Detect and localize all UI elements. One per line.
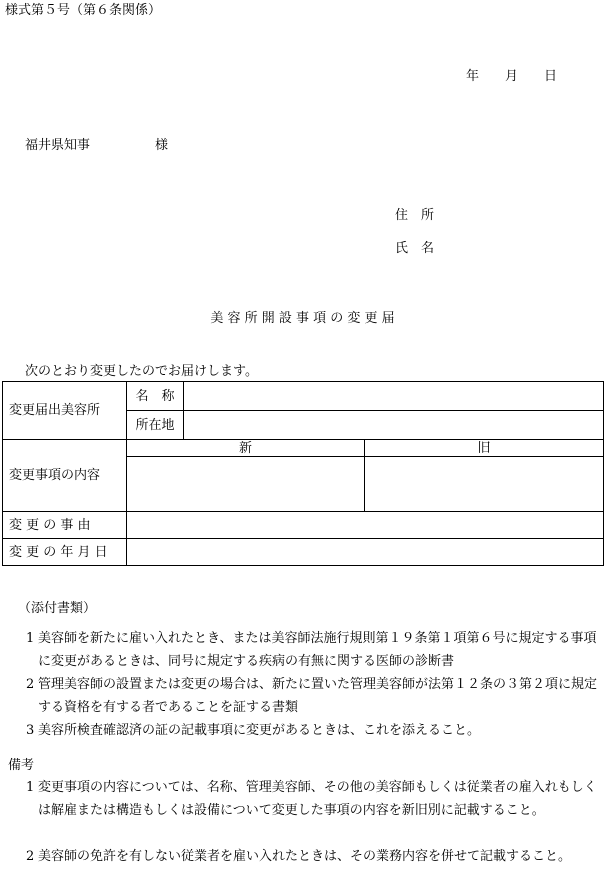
- list-item-text: 美容所検査確認済の証の記載事項に変更があるときは、これを添えること。: [38, 723, 481, 738]
- list-item-text: 美容師の免許を有しない従業者を雇い入れたときは、その業務内容を併せて記載すること。: [38, 849, 572, 864]
- table-row: [3, 539, 604, 566]
- salon-name-label: 名 称: [127, 382, 184, 411]
- salon-location-field[interactable]: [184, 411, 604, 440]
- form-table: [2, 381, 604, 566]
- list-item: [0, 673, 605, 719]
- reason-field[interactable]: [127, 512, 604, 539]
- addressee: 福井県知事: [25, 138, 91, 153]
- date-line: 年 月 日: [466, 69, 558, 84]
- remarks-heading: 備考: [8, 758, 35, 773]
- list-item-number: 3: [26, 723, 35, 738]
- new-content-field[interactable]: [127, 457, 365, 512]
- change-date-label: 変 更 の 年 月 日: [3, 539, 127, 566]
- list-item-number: 2: [26, 677, 35, 692]
- old-header: 旧: [365, 440, 604, 457]
- salon-location-label: 所在地: [127, 411, 184, 440]
- reason-label: 変 更 の 事 由: [3, 512, 127, 539]
- list-item: [0, 845, 605, 891]
- change-content-label: 変更事項の内容: [3, 440, 127, 512]
- list-item-text: 管理美容師の設置または変更の場合は、新たに置いた管理美容師が法第１２条の３第２項に規定する資格を有する者であることを証する書類: [38, 677, 598, 715]
- change-date-field[interactable]: [127, 539, 604, 566]
- list-item: [0, 719, 605, 742]
- salon-label: 変更届出美容所: [3, 382, 127, 440]
- list-item: [0, 776, 605, 845]
- list-item-text: 美容師を新たに雇い入れたとき、または美容師法施行規則第１９条第１項第６号に規定する事項に変更があるときは、同号に規定する疾病の有無に関する医師の診断書: [38, 631, 597, 669]
- salon-name-field[interactable]: [184, 382, 604, 411]
- list-item-text: 変更事項の内容については、名称、管理美容師、その他の美容師もしくは従業者の雇入れもしくは解雇または構造もしくは設備について変更した事項の内容を新旧別に記載すること。: [38, 780, 597, 818]
- list-item-number: 2: [26, 849, 35, 864]
- table-row: [3, 382, 604, 411]
- address-label: 住 所: [395, 208, 435, 223]
- old-content-field[interactable]: [365, 457, 604, 512]
- table-row: [3, 440, 604, 457]
- list-item: [0, 627, 605, 673]
- list-item-number: 1: [26, 780, 35, 795]
- table-row: [3, 512, 604, 539]
- document-title: 美 容 所 開 設 事 項 の 変 更 届: [210, 311, 395, 326]
- new-header: 新: [127, 440, 365, 457]
- honorific: 様: [155, 138, 169, 153]
- attachments-heading: （添付書類）: [18, 601, 97, 616]
- intro-text: 次のとおり変更したのでお届けします。: [25, 364, 258, 379]
- form-number: 様式第５号（第６条関係）: [5, 3, 162, 18]
- name-label: 氏 名: [395, 241, 435, 256]
- list-item-number: 1: [26, 631, 35, 646]
